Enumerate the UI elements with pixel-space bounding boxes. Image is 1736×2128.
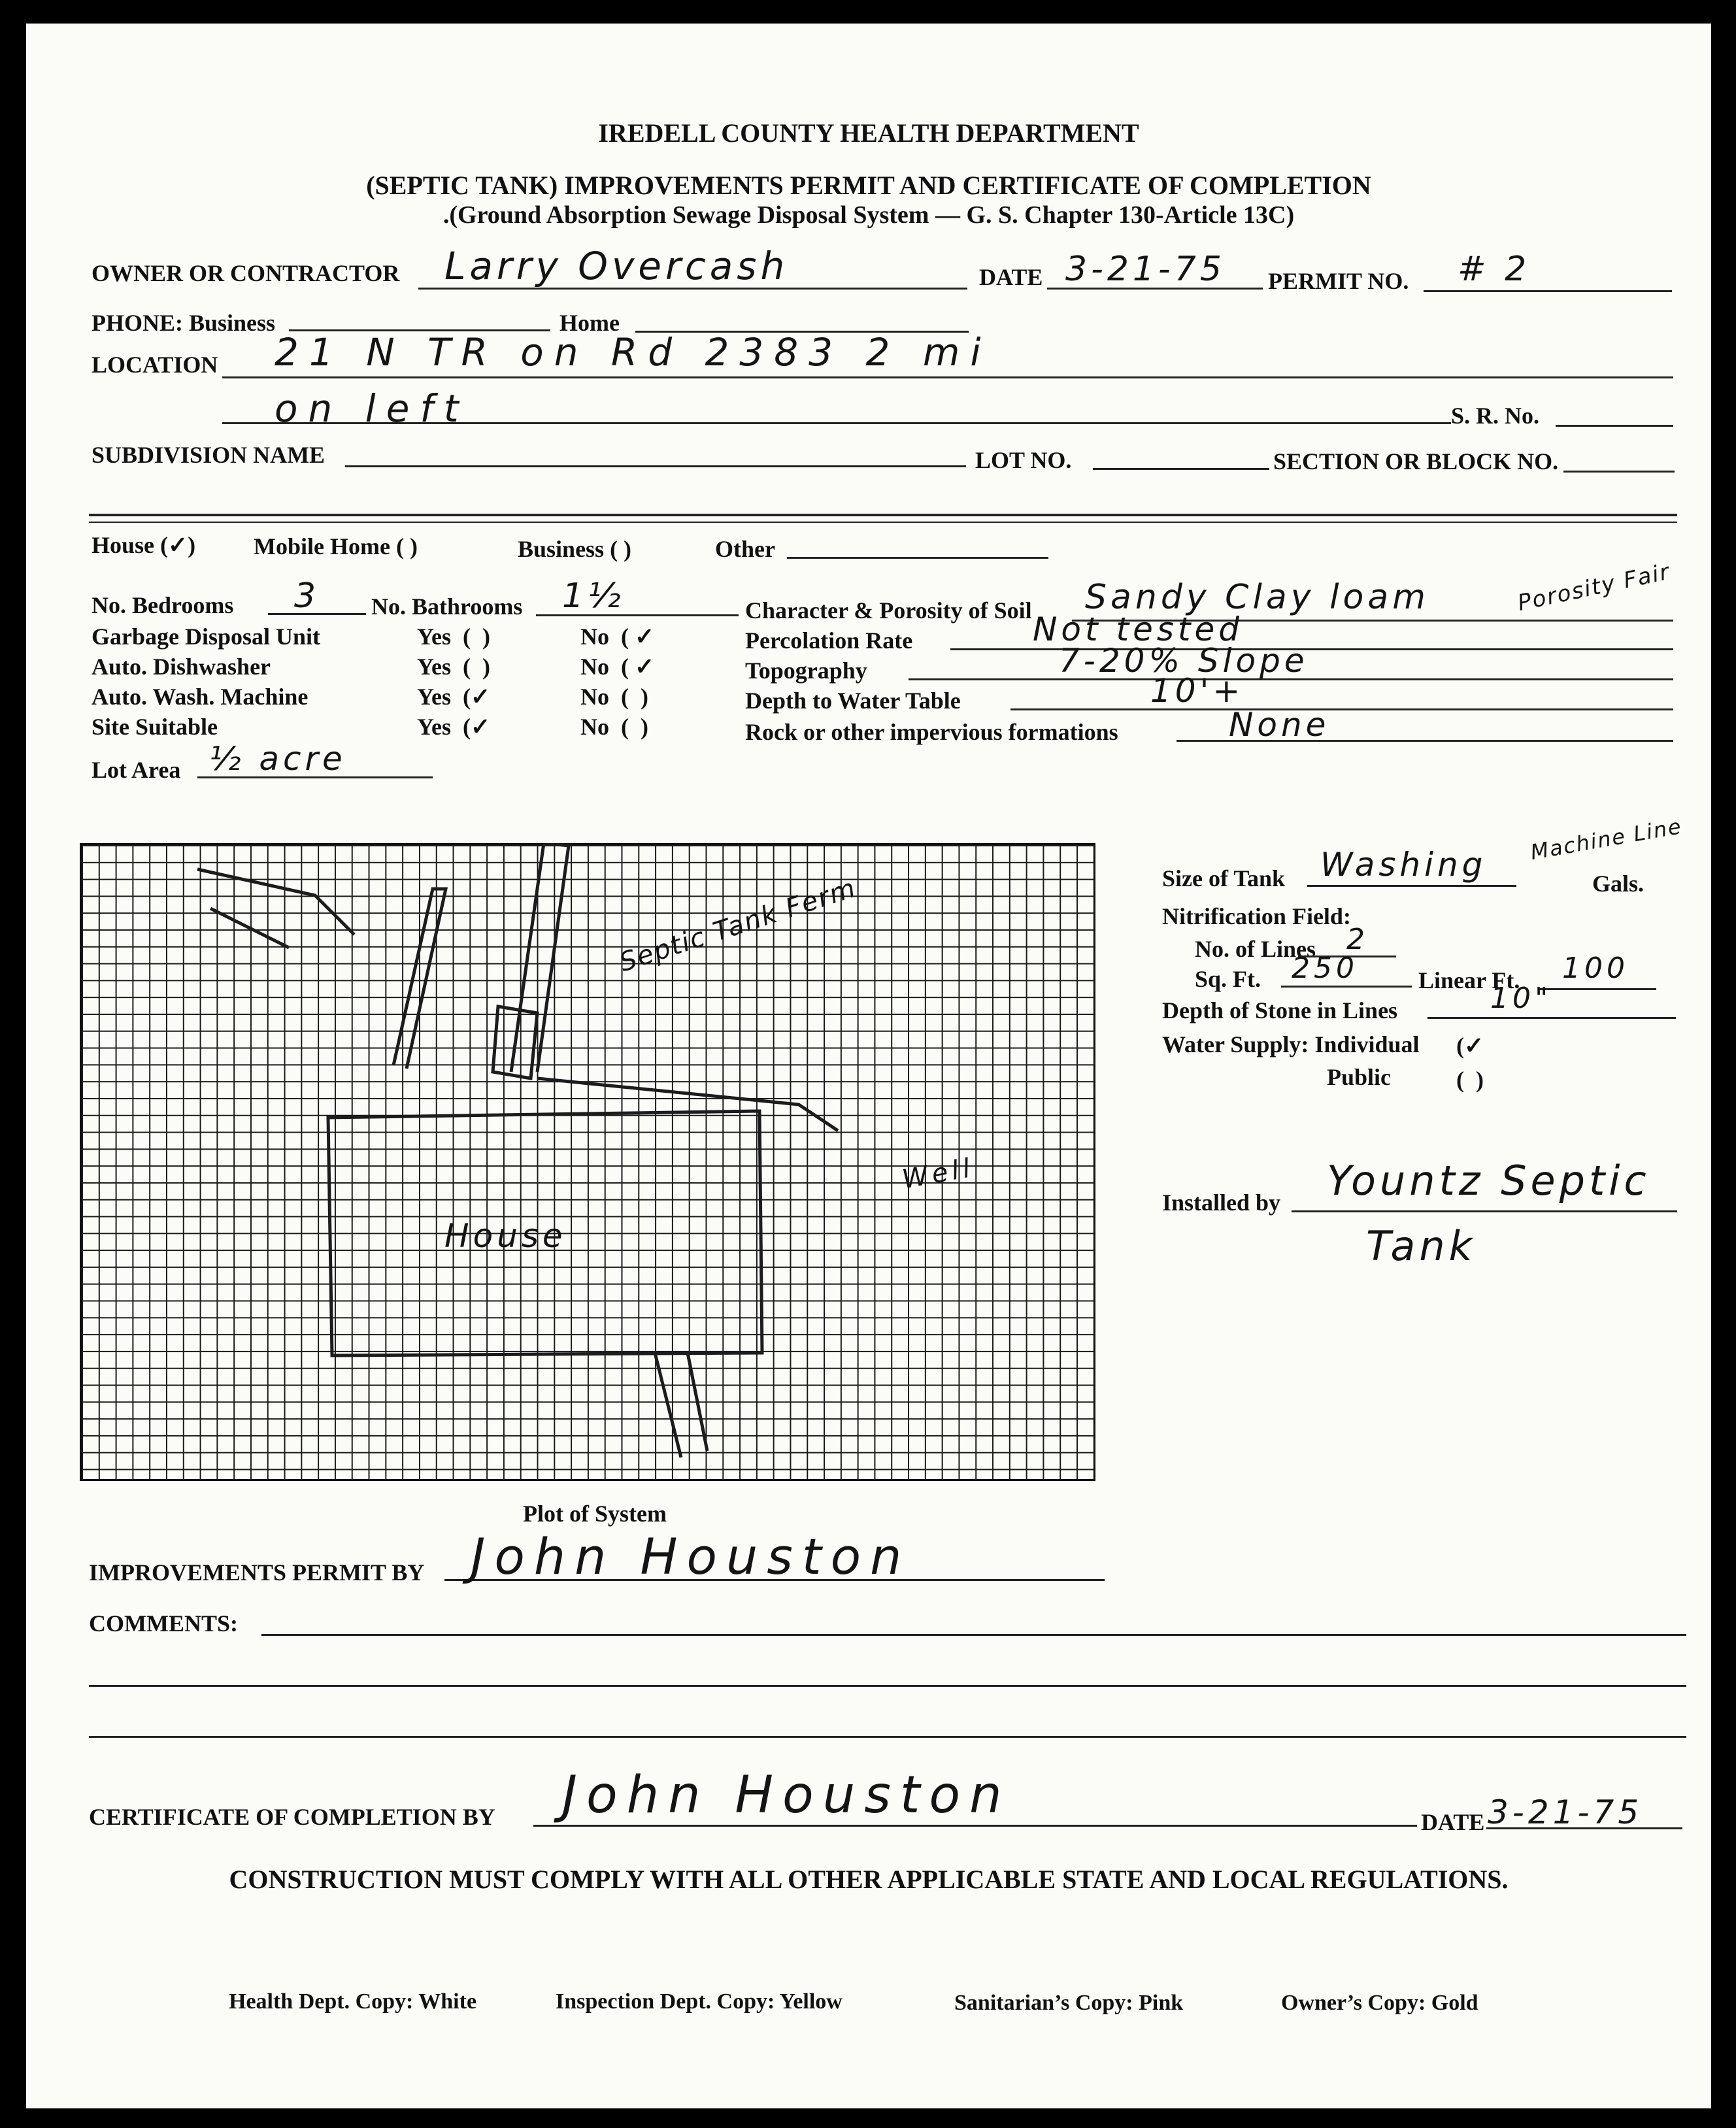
copy-distribution: Sanitarian’s Copy: Pink bbox=[954, 1991, 1184, 2015]
section-line bbox=[1563, 471, 1675, 473]
stone-depth-line bbox=[1427, 1017, 1676, 1019]
nitrification-label: Nitrification Field: bbox=[1162, 903, 1351, 929]
type-other: Other bbox=[715, 536, 775, 562]
date-value: 3-21-75 bbox=[1065, 250, 1226, 289]
installed-by-label: Installed by bbox=[1162, 1189, 1281, 1216]
department-title: IREDELL COUNTY HEALTH DEPARTMENT bbox=[598, 118, 1139, 148]
certificate-date-value: 3-21-75 bbox=[1488, 1793, 1643, 1831]
phone-business-label: PHONE: Business bbox=[92, 310, 276, 336]
lot-no-label: LOT NO. bbox=[975, 447, 1072, 473]
type-business: Business ( ) bbox=[518, 536, 632, 562]
sr-no-line bbox=[1556, 425, 1673, 427]
location-value-1: 21 N TR on Rd 2383 2 mi bbox=[275, 330, 992, 374]
appliance-no: No ( ✓ bbox=[580, 623, 655, 650]
bathrooms-label: No. Bathrooms bbox=[371, 593, 523, 620]
compliance-notice: CONSTRUCTION MUST COMPLY WITH ALL OTHER APPLICABLE STATE AND LOCAL REGULATIONS. bbox=[229, 1865, 1509, 1894]
divider-top-2 bbox=[89, 522, 1677, 523]
appliance-no: No ( ✓ bbox=[580, 654, 655, 680]
lot-area-label: Lot Area bbox=[92, 757, 181, 783]
installed-by-value: Yountz Septic bbox=[1327, 1157, 1650, 1205]
percolation-value: Not tested bbox=[1033, 610, 1244, 648]
certificate-label: CERTIFICATE OF COMPLETION BY bbox=[89, 1804, 495, 1830]
linear-value: 100 bbox=[1562, 952, 1629, 985]
lot-no-line bbox=[1093, 468, 1269, 470]
appliance-yes: Yes (✓ bbox=[417, 684, 491, 710]
stone-depth-value: 10" bbox=[1490, 982, 1552, 1015]
permit-by-label: IMPROVEMENTS PERMIT BY bbox=[89, 1559, 425, 1586]
copy-distribution: Inspection Dept. Copy: Yellow bbox=[556, 1989, 843, 2014]
tank-gals-label: Gals. bbox=[1592, 871, 1644, 897]
tank-size-value: Washing bbox=[1320, 846, 1487, 884]
topography-value: 7-20% Slope bbox=[1059, 642, 1309, 680]
soil-porosity-note: Porosity Fair bbox=[1515, 558, 1673, 617]
date-label: DATE bbox=[979, 264, 1043, 290]
form-subtitle: .(Ground Absorption Sewage Disposal System — G. S. Chapter 130-Article 13C) bbox=[442, 201, 1295, 229]
percolation-label: Percolation Rate bbox=[745, 627, 913, 654]
lines-value: 2 bbox=[1346, 923, 1369, 956]
owner-value: Larry Overcash bbox=[444, 244, 789, 288]
appliance-yes: Yes ( ) bbox=[417, 654, 490, 680]
rock-label: Rock or other impervious formations bbox=[745, 719, 1118, 745]
permit-label: PERMIT NO. bbox=[1268, 268, 1409, 294]
comments-line-2 bbox=[89, 1685, 1686, 1687]
appliance-label: Auto. Dishwasher bbox=[92, 654, 271, 680]
installed-by-line bbox=[1292, 1210, 1677, 1212]
type-other-line bbox=[787, 557, 1048, 559]
tank-size-label: Size of Tank bbox=[1162, 865, 1286, 891]
installed-by-value-2: Tank bbox=[1366, 1222, 1477, 1270]
sr-no-label: S. R. No. bbox=[1451, 403, 1540, 429]
water-table-line bbox=[1010, 708, 1673, 710]
water-supply-label: Water Supply: Individual bbox=[1162, 1031, 1420, 1057]
copy-distribution: Owner’s Copy: Gold bbox=[1281, 1991, 1478, 2015]
lot-area-value: ½ acre bbox=[209, 740, 346, 778]
tank-size-line bbox=[1307, 885, 1516, 887]
appliance-yes: Yes ( ) bbox=[417, 623, 490, 650]
water-table-value: 10'+ bbox=[1150, 672, 1244, 710]
plot-house-label: House bbox=[444, 1217, 567, 1255]
certificate-date-label: DATE bbox=[1421, 1809, 1485, 1835]
permit-form bbox=[26, 24, 1711, 2108]
permit-by-signature: John Houston bbox=[471, 1527, 911, 1586]
bedrooms-value: 3 bbox=[294, 576, 320, 616]
plot-tank-label: Septic Tank Ferm bbox=[616, 873, 860, 978]
linear-label: Linear Ft. bbox=[1418, 967, 1520, 993]
type-mobile-home: Mobile Home ( ) bbox=[254, 533, 418, 559]
plot-well-label: Well bbox=[899, 1152, 976, 1195]
location-label: LOCATION bbox=[92, 352, 218, 378]
water-supply-public: ( ) bbox=[1456, 1067, 1484, 1093]
stone-depth-label: Depth of Stone in Lines bbox=[1162, 997, 1398, 1023]
form-title: (SEPTIC TANK) IMPROVEMENTS PERMIT AND CERTIFICATE OF COMPLETION bbox=[366, 171, 1371, 200]
comments-line-3 bbox=[89, 1736, 1686, 1738]
bathrooms-value: 1½ bbox=[562, 576, 625, 616]
location-value-2: on left bbox=[275, 386, 469, 431]
sqft-line bbox=[1281, 986, 1412, 988]
owner-label: OWNER OR CONTRACTOR bbox=[92, 260, 400, 286]
subdivision-line bbox=[345, 465, 966, 467]
type-house: House (✓) bbox=[92, 532, 196, 558]
tank-size-note: Machine Line bbox=[1528, 813, 1684, 865]
water-supply-individual: (✓ bbox=[1456, 1033, 1484, 1059]
phone-home-label: Home bbox=[559, 310, 620, 336]
certificate-signature: John Houston bbox=[562, 1766, 1011, 1825]
soil-character-value: Sandy Clay loam bbox=[1085, 578, 1429, 617]
water-supply-public-label: Public bbox=[1327, 1064, 1392, 1090]
sqft-label: Sq. Ft. bbox=[1195, 966, 1261, 992]
certificate-line bbox=[533, 1825, 1417, 1827]
rock-value: None bbox=[1229, 706, 1330, 744]
appliance-no: No ( ) bbox=[580, 684, 648, 710]
subdivision-label: SUBDIVISION NAME bbox=[92, 442, 326, 468]
appliance-label: Garbage Disposal Unit bbox=[92, 623, 321, 650]
appliance-label: Site Suitable bbox=[92, 714, 218, 740]
section-label: SECTION OR BLOCK NO. bbox=[1273, 448, 1559, 474]
appliance-label: Auto. Wash. Machine bbox=[92, 684, 309, 710]
comments-label: COMMENTS: bbox=[89, 1610, 238, 1637]
bedrooms-label: No. Bedrooms bbox=[92, 592, 234, 618]
comments-line-1 bbox=[261, 1634, 1686, 1636]
permit-value: # 2 bbox=[1458, 250, 1531, 289]
linear-line bbox=[1539, 988, 1656, 990]
water-table-label: Depth to Water Table bbox=[745, 688, 961, 714]
appliance-no: No ( ) bbox=[580, 714, 648, 740]
permit-line bbox=[1424, 290, 1672, 292]
plot-caption: Plot of System bbox=[523, 1501, 667, 1527]
divider-top bbox=[89, 514, 1677, 516]
sqft-value: 250 bbox=[1292, 952, 1358, 985]
copy-distribution: Health Dept. Copy: White bbox=[229, 1989, 477, 2014]
location-line-1 bbox=[222, 376, 1673, 378]
lines-label: No. of Lines bbox=[1195, 936, 1316, 962]
appliance-yes: Yes (✓ bbox=[417, 714, 491, 740]
topography-label: Topography bbox=[745, 657, 867, 684]
soil-character-label: Character & Porosity of Soil bbox=[745, 597, 1032, 623]
